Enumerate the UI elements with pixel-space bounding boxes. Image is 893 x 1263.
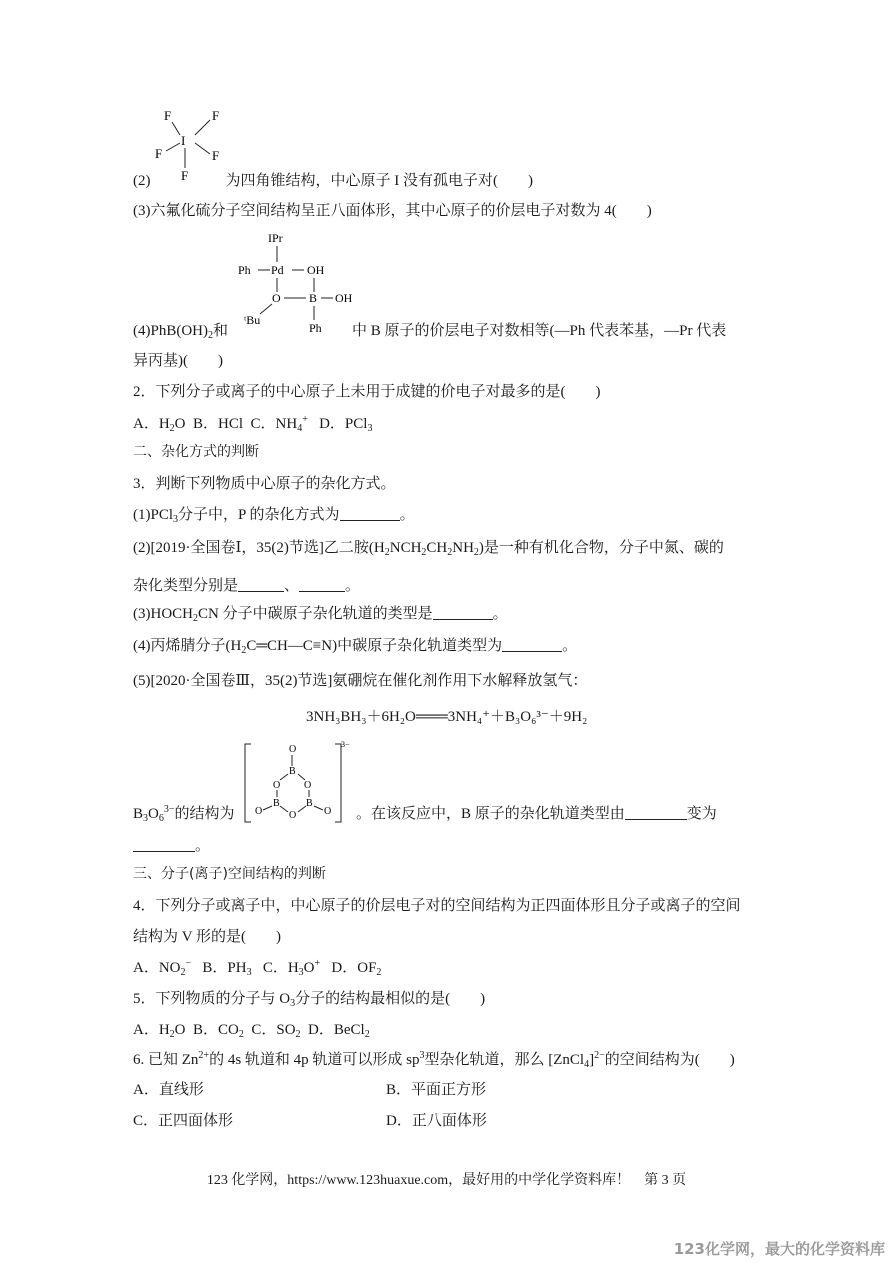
q6-stem: 6. 已知 $Zn^{2+}$的 4s 轨道和 4p 轨道可以形成 $sp^3$型杂化轨道，那么 [ZnCl$_4$]$^{2-}$的空间结构为( ) xyxy=(133,1050,735,1070)
q3-item-5: (5)[2020·全国卷Ⅲ，35(2)节选]氨硼烷在催化剂作用下水解释放氢气： xyxy=(133,673,588,689)
svg-text:O: O xyxy=(272,291,281,305)
svg-text:Ph: Ph xyxy=(309,321,322,335)
q4-options: A．$NO_2^-$ B．$PH_3$ C．$H_3O^+$ D．$OF_2$ xyxy=(133,958,382,978)
q3-item-5-tail: 。在该反应中，B 原子的杂化轨道类型由 变为 xyxy=(356,806,717,822)
q6-option-c: C．正四面体形 xyxy=(133,1113,234,1129)
if5-f-right: F xyxy=(212,148,220,163)
svg-text:O: O xyxy=(273,780,281,791)
q3-item-5-structure-line: $B_3O_6^{3-}$的结构为 xyxy=(133,804,235,824)
reaction-equation: 3NH₃BH₃＋6H₂O═══3NH₄⁺＋B₃O₆³⁻＋9H₂ xyxy=(306,709,588,725)
q4-stem: 4．下列分子或离子中，中心原子的价层电子对的空间结构为正四面体形且分子或离子的空间 xyxy=(133,898,741,914)
if5-f-top-left: F xyxy=(164,108,172,123)
svg-text:3−: 3− xyxy=(341,740,350,749)
svg-text:O: O xyxy=(289,744,297,755)
if5-i: I xyxy=(181,133,186,148)
svg-text:Pd: Pd xyxy=(271,263,284,277)
q1-item-4: $(4)PhB(OH)_2$和 中 B 原子的价层电子对数相等(—Ph 代表苯基，—Pr 代表 xyxy=(133,323,727,341)
q3-item-1: (1)PCl$_3$分子中，P 的杂化方式为 。 xyxy=(133,507,415,525)
q1-item-3: (3)六氟化硫分子空间结构呈正八面体形，其中心原子的价层电子对数为 4( ) xyxy=(133,203,652,219)
q6-option-a: A．直线形 xyxy=(133,1082,204,1098)
svg-text:O: O xyxy=(304,780,312,791)
q3-stem: 3．判断下列物质中心原子的杂化方式。 xyxy=(133,476,396,492)
q3-item-5-end: 。 xyxy=(133,836,210,856)
watermark: 123化学网，最大的化学资料库 xyxy=(673,1240,885,1258)
q4-stem-cont: 结构为 V 形的是( ) xyxy=(133,929,282,945)
q6-option-d: D．正八面体形 xyxy=(386,1113,487,1129)
svg-text:B: B xyxy=(309,291,318,305)
q3-item-2: (2)[2019·全国卷Ⅰ，35(2)节选]乙二胺$(H_2NCH_2CH_2NH_2)$是一种有机化合物，分子中氮、碳的 xyxy=(133,540,724,558)
q3-item-4: (4)丙烯腈分子$(H_2C═CH—C\equiv N)$中碳原子杂化轨道类型为 。 xyxy=(133,638,578,656)
if5-f-bottom: F xyxy=(181,168,189,183)
svg-text:OH: OH xyxy=(307,263,325,277)
svg-text:O: O xyxy=(324,806,332,817)
if5-f-left: F xyxy=(155,146,163,161)
page-footer: 123 化学网，https://www.123huaxue.com，最好用的中学化学资料库！ 第 3 页 xyxy=(206,1173,687,1188)
svg-text:B: B xyxy=(273,798,280,809)
svg-text:IPr: IPr xyxy=(268,231,283,245)
q5-stem: 5．下列物质的分子与 $O_3$分子的结构最相似的是( ) xyxy=(133,991,486,1009)
q2-stem: 2．下列分子或离子的中心原子上未用于成键的价电子对最多的是( ) xyxy=(133,384,601,400)
svg-text:OH: OH xyxy=(335,291,353,305)
section-2-heading: 二、杂化方式的判断 xyxy=(133,444,259,460)
q1-item-4-cont: 异丙基)( ) xyxy=(133,353,223,369)
if5-f-top-right: F xyxy=(212,108,220,123)
section-3-heading: 三、分子(离子)空间结构的判断 xyxy=(133,866,326,882)
q3-item-3: $(3)HOCH_2CN$ 分子中碳原子杂化轨道的类型是 。 xyxy=(133,606,508,624)
q1-item-2: (2) 为四角锥结构，中心原子 I 没有孤电子对( ) xyxy=(133,173,533,189)
q3-item-2-cont: 杂化类型分别是 、 。 xyxy=(133,578,361,594)
q2-options: A．$H_2O$ B．HCl C．$NH_4^+$ D．PCl$_3$ xyxy=(133,414,373,434)
q6-option-b: B．平面正方形 xyxy=(386,1082,487,1098)
svg-text:O: O xyxy=(255,806,263,817)
svg-text:O: O xyxy=(289,810,297,821)
svg-text:B: B xyxy=(306,798,313,809)
svg-text:B: B xyxy=(289,766,296,777)
svg-text:Ph: Ph xyxy=(238,263,251,277)
q5-options: A．$H_2O$ B．$CO_2$ C．$SO_2$ D．BeCl$_2$ xyxy=(133,1022,370,1040)
svg-text:ᵗBu: ᵗBu xyxy=(244,313,261,327)
b3o6-structure xyxy=(243,738,353,828)
